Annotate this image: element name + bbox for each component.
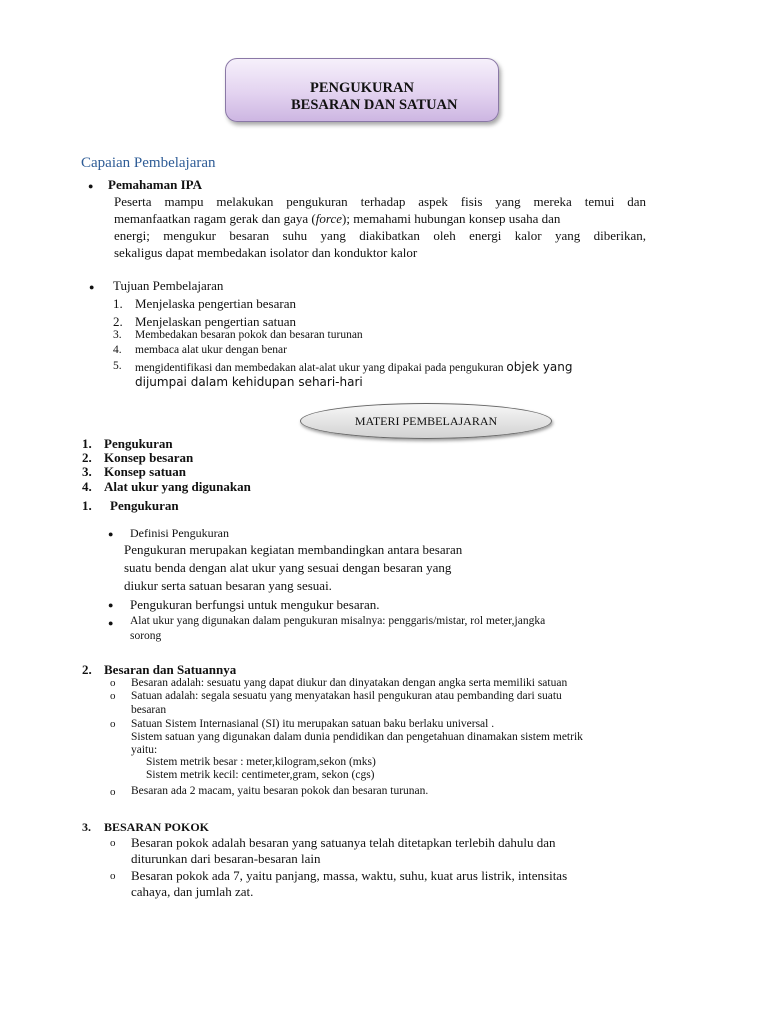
materi-text: Konsep satuan xyxy=(104,464,186,479)
circle-bullet-icon: o xyxy=(110,870,116,882)
materi-text: Pengukuran xyxy=(104,436,173,451)
bullet-icon: ● xyxy=(88,181,94,191)
tujuan-cont: dijumpai dalam kehidupan sehari-hari xyxy=(135,375,363,389)
tujuan-title: Tujuan Pembelajaran xyxy=(113,278,224,293)
tujuan-text: membaca alat ukur dengan benar xyxy=(135,344,287,356)
sec1-num: 1. xyxy=(82,498,92,513)
circle-bullet-icon: o xyxy=(110,786,116,798)
pemahaman-line-4: sekaligus dapat membedakan isolator dan konduktor kalor xyxy=(114,245,418,260)
bullet-icon: ● xyxy=(89,282,95,292)
tujuan-text: Menjelaska pengertian besaran xyxy=(135,296,296,311)
materi-num: 1. xyxy=(82,436,92,451)
tujuan-num: 3. xyxy=(113,329,122,341)
def-title: Definisi Pengukuran xyxy=(130,526,229,540)
materi-text: Konsep besaran xyxy=(104,450,194,465)
pemahaman-title: Pemahaman IPA xyxy=(108,177,203,192)
def-line-1: Pengukuran merupakan kegiatan membandingkan antara besaran xyxy=(124,542,463,557)
pemahaman-line-2b: ); memahami hubungan konsep usaha dan xyxy=(342,211,561,226)
tujuan-item xyxy=(113,344,287,356)
tujuan-num: 2. xyxy=(113,314,123,329)
tujuan-item xyxy=(113,360,573,374)
tujuan-text: Membedakan besaran pokok dan besaran turunan xyxy=(135,329,363,341)
materi-oval: MATERI PEMBELAJARAN xyxy=(300,403,552,439)
bullet-icon: ● xyxy=(108,618,114,628)
materi-item xyxy=(82,464,186,480)
circle-bullet-icon: o xyxy=(110,837,116,849)
tujuan-item xyxy=(113,314,296,330)
sec3-num: 3. xyxy=(82,820,91,834)
sec2-num: 2. xyxy=(82,662,92,677)
pemahaman-line-3: energi; mengukur besaran suhu yang diakibatkan oleh energi kalor yang diberikan, xyxy=(114,228,646,243)
tujuan-num: 1. xyxy=(113,296,123,311)
bullet-icon: ● xyxy=(108,529,114,539)
tujuan-item xyxy=(113,329,363,341)
tujuan-text: mengidentifikasi dan membedakan alat-alat ukur yang dipakai pada pengukuran xyxy=(135,362,504,374)
bullet-icon: ● xyxy=(108,600,114,610)
sec2-item: Satuan adalah: segala sesuatu yang menyatakan hasil pengukuran atau pembanding dari suatu xyxy=(131,690,562,702)
title-box xyxy=(225,58,499,122)
alat-line-1: Alat ukur yang digunakan dalam pengukuran misalnya: penggaris/mistar, rol meter,jangka xyxy=(130,615,546,627)
capaian-heading: Capaian Pembelajaran xyxy=(81,155,216,171)
tujuan-text: Menjelaskan pengertian satuan xyxy=(135,314,296,329)
sec2-item: Besaran adalah: sesuatu yang dapat diukur dan dinyatakan dengan angka serta memiliki satuan xyxy=(131,677,568,689)
sec2-item: Sistem metrik besar : meter,kilogram,sekon (mks) xyxy=(146,756,376,768)
circle-bullet-icon: o xyxy=(110,718,116,730)
materi-num: 3. xyxy=(82,464,92,479)
sec2-item: Satuan Sistem Internasianal (SI) itu merupakan satuan baku berlaku universal . xyxy=(131,718,495,730)
fungsi-text: Pengukuran berfungsi untuk mengukur besaran. xyxy=(130,597,380,612)
sec2-item: besaran xyxy=(131,704,167,716)
sec2-item: Sistem satuan yang digunakan dalam dunia pendidikan dan pengetahuan dinamakan sistem metrik xyxy=(131,731,583,743)
sec1-heading xyxy=(82,498,179,514)
materi-text: Alat ukur yang digunakan xyxy=(104,479,251,494)
materi-num: 4. xyxy=(82,479,92,494)
def-line-3: diukur serta satuan besaran yang sesuai. xyxy=(124,578,332,593)
sec3-item: cahaya, dan jumlah zat. xyxy=(131,884,254,899)
sec3-item: Besaran pokok adalah besaran yang satuanya telah ditetapkan terlebih dahulu dan xyxy=(131,835,556,850)
pemahaman-line-2a: memanfaatkan ragam gerak dan gaya ( xyxy=(114,211,316,226)
tujuan-num: 5. xyxy=(113,360,122,372)
tujuan-item xyxy=(113,296,296,312)
sec3-title: BESARAN POKOK xyxy=(104,820,210,834)
pemahaman-paragraph xyxy=(114,193,646,261)
pemahaman-line-2 xyxy=(114,210,646,227)
sec2-title: Besaran dan Satuannya xyxy=(104,662,237,677)
sec1-title: Pengukuran xyxy=(110,498,179,513)
sec2-heading xyxy=(82,662,237,678)
sec3-heading xyxy=(82,820,210,835)
pemahaman-line-1: Peserta mampu melakukan pengukuran terhadap aspek fisis yang mereka temui dan xyxy=(114,194,646,209)
tujuan-num: 4. xyxy=(113,344,122,356)
circle-bullet-icon: o xyxy=(110,677,116,689)
materi-item xyxy=(82,479,251,495)
pemahaman-force: force xyxy=(315,211,342,226)
materi-num: 2. xyxy=(82,450,92,465)
def-line-2: suatu benda dengan alat ukur yang sesuai dengan besaran yang xyxy=(124,560,452,575)
title-line-1: PENGUKURAN xyxy=(310,80,414,96)
sec3-item: Besaran pokok ada 7, yaitu panjang, massa, waktu, suhu, kuat arus listrik, intensitas xyxy=(131,868,568,883)
sec2-item: Sistem metrik kecil: centimeter,gram, sekon (cgs) xyxy=(146,769,375,781)
alat-line-2: sorong xyxy=(130,630,162,642)
title-line-2: BESARAN DAN SATUAN xyxy=(291,97,458,113)
circle-bullet-icon: o xyxy=(110,690,116,702)
sec2-item: yaitu: xyxy=(131,744,158,756)
sec2-item: Besaran ada 2 macam, yaitu besaran pokok dan besaran turunan. xyxy=(131,785,429,797)
tujuan-text-b: objek yang xyxy=(506,360,573,374)
sec3-item: diturunkan dari besaran-besaran lain xyxy=(131,851,321,866)
